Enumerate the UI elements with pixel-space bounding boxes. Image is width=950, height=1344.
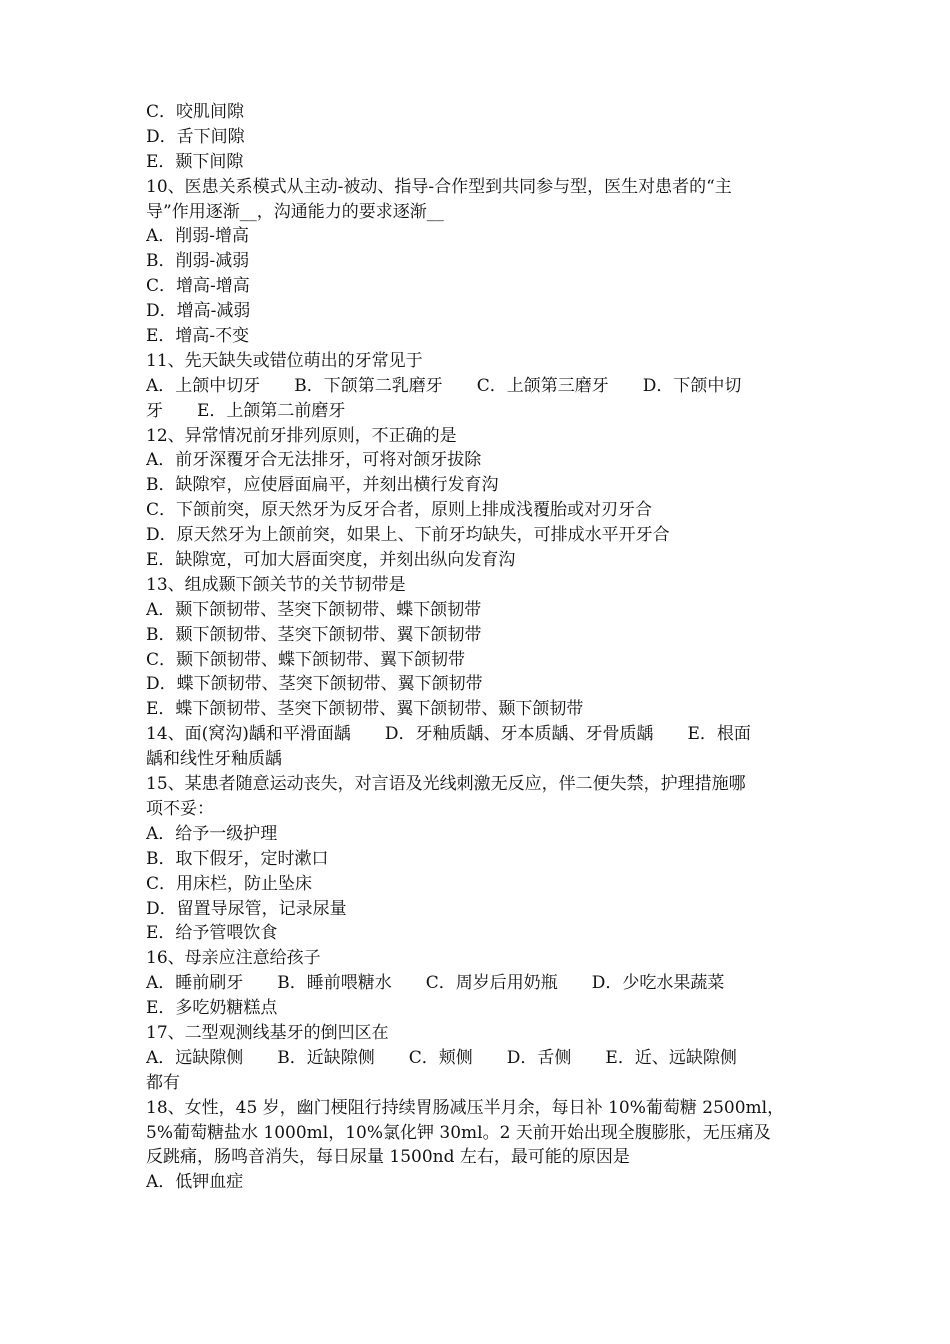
text-line: E．颞下间隙: [146, 151, 244, 172]
question-17: 17、二型观测线基牙的倒凹区在: [146, 1022, 389, 1043]
document-page: [146, 100, 822, 1195]
question-10: 10、医患关系模式从主动-被动、指导-合作型到共同参与型，医生对患者的“主: [146, 176, 732, 197]
text-line: D．蝶下颌韧带、茎突下颌韧带、翼下颌韧带: [146, 674, 483, 695]
text-line: A．睡前刷牙 B．睡前喂糖水 C．周岁后用奶瓶 D．少吃水果蔬菜: [146, 973, 725, 994]
question-13: 13、组成颞下颌关节的关节韧带是: [146, 574, 406, 595]
text-line: 5%葡萄糖盐水 1000ml，10%氯化钾 30ml。2 天前开始出现全腹膨胀，无压痛及: [146, 1122, 771, 1143]
text-line: B．取下假牙，定时漱口: [146, 848, 329, 869]
text-line: D．舌下间隙: [146, 126, 245, 147]
text-line: C．用床栏，防止坠床: [146, 873, 313, 894]
text-line: 龋和线性牙釉质龋: [146, 749, 282, 770]
text-line: C．增高-增高: [146, 276, 250, 297]
text-line: C．咬肌间隙: [146, 102, 245, 122]
text-line: E．蝶下颌韧带、茎突下颌韧带、翼下颌韧带、颞下颌韧带: [146, 699, 584, 720]
text-line: D．原天然牙为上颌前突，如果上、下前牙均缺失，可排成水平开牙合: [146, 525, 670, 546]
text-line: 牙 E．上颌第二前磨牙: [146, 400, 346, 421]
text-line: E．多吃奶糖糕点: [146, 998, 278, 1019]
question-18: 18、女性，45 岁，幽门梗阻行持续胃肠减压半月余，每日补 10%葡萄糖 2500ml，: [146, 1097, 785, 1118]
text-line: A．削弱-增高: [146, 226, 250, 247]
text-line: 项不妥：: [146, 798, 214, 819]
text-line: A．给予一级护理: [146, 823, 278, 844]
question-16: 16、母亲应注意给孩子: [146, 948, 321, 969]
text-line: 反跳痛，肠鸣音消失，每日尿量 1500nd 左右，最可能的原因是: [146, 1147, 630, 1168]
text-line: A．上颌中切牙 B．下颌第二乳磨牙 C．上颌第三磨牙 D．下颌中切: [146, 375, 742, 396]
text-line: E．给予管喂饮食: [146, 923, 278, 944]
text-line: D．增高-减弱: [146, 301, 251, 322]
text-line: A．低钾血症: [146, 1172, 244, 1193]
text-line: A．颞下颌韧带、茎突下颌韧带、蝶下颌韧带: [146, 599, 482, 620]
text-line: C．颞下颌韧带、蝶下颌韧带、翼下颌韧带: [146, 649, 466, 670]
text-line: A．前牙深覆牙合无法排牙，可将对颌牙拔除: [146, 450, 482, 471]
question-15: 15、某患者随意运动丧失，对言语及光线刺激无反应，伴二便失禁，护理措施哪: [146, 774, 746, 795]
text-line: C．下颌前突，原天然牙为反牙合者，原则上排成浅覆胎或对刃牙合: [146, 500, 653, 521]
text-line: E．缺隙宽，可加大唇面突度，并刻出纵向发育沟: [146, 550, 516, 571]
question-14: 14、面(窝沟)龋和平滑面龋 D．牙釉质龋、牙本质龋、牙骨质龋 E．根面: [146, 724, 751, 745]
text-line: A．远缺隙侧 B．近缺隙侧 C．颊侧 D．舌侧 E．近、远缺隙侧: [146, 1047, 737, 1068]
text-line: E．增高-不变: [146, 326, 250, 347]
text-line: 都有: [146, 1072, 180, 1093]
text-line: B．颞下颌韧带、茎突下颌韧带、翼下颌韧带: [146, 624, 482, 645]
text-line: B．削弱-减弱: [146, 251, 250, 272]
question-12: 12、异常情况前牙排列原则，不正确的是: [146, 425, 457, 446]
text-line: 导”作用逐渐__，沟通能力的要求逐渐__: [146, 201, 444, 222]
text-line: D．留置导尿管，记录尿量: [146, 898, 347, 919]
text-line: B．缺隙窄，应使唇面扁平，并刻出横行发育沟: [146, 475, 499, 496]
question-11: 11、先天缺失或错位萌出的牙常见于: [146, 350, 423, 371]
